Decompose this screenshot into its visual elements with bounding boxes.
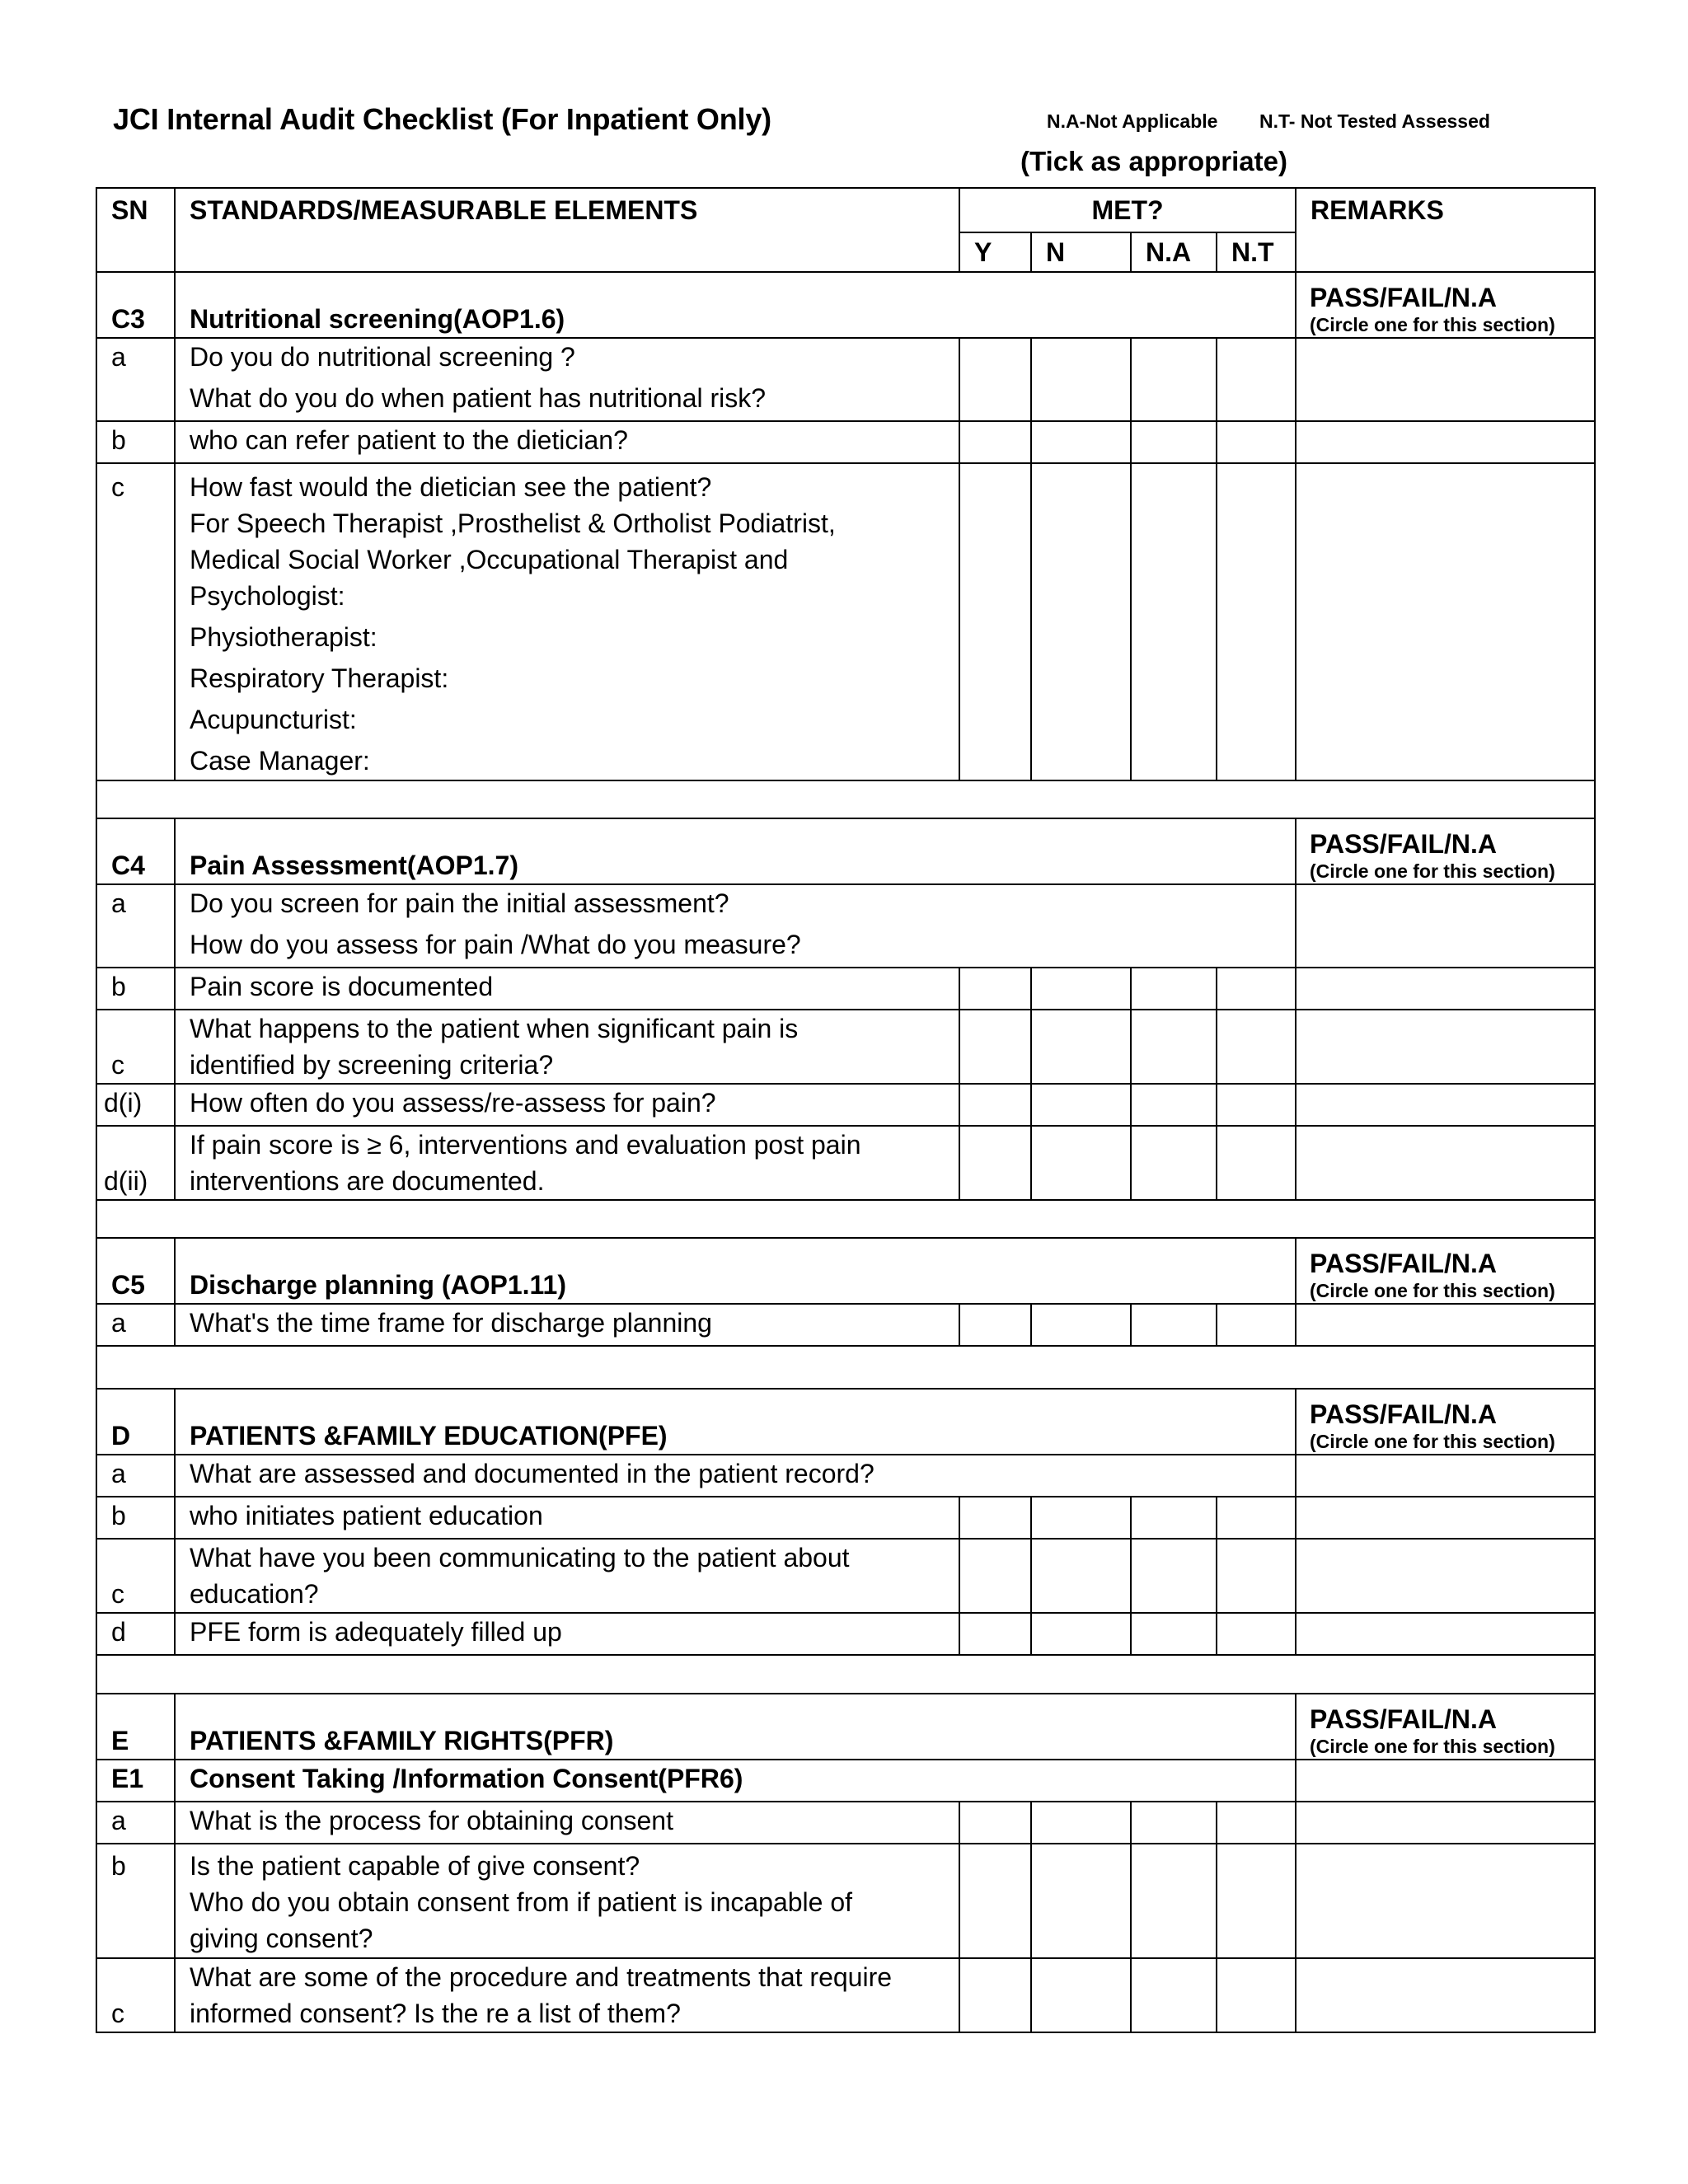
tick-nt[interactable] [1217, 463, 1296, 780]
item-line: For Speech Therapist ,Prosthelist & Ortholist Podiatrist, [190, 509, 836, 538]
section-remark [1296, 1238, 1595, 1304]
tick-y[interactable] [959, 1084, 1031, 1126]
item-line: Is the patient capable of give consent? [190, 1851, 640, 1881]
item-line: informed consent? Is the re a list of them? [190, 1999, 681, 2028]
spacer-row [96, 1200, 1595, 1238]
item-text: Pain score is documented [175, 968, 959, 1010]
tick-y[interactable] [959, 338, 1031, 421]
section-remark [1296, 272, 1595, 338]
tick-n[interactable] [1031, 421, 1131, 463]
tick-n[interactable] [1031, 1084, 1131, 1126]
spacer-row [96, 780, 1595, 818]
section-title: Discharge planning (AOP1.11) [175, 1238, 1296, 1304]
tick-na[interactable] [1131, 1084, 1217, 1126]
item-text [175, 884, 1296, 968]
tick-n[interactable] [1031, 1844, 1131, 1958]
tick-n[interactable] [1031, 1126, 1131, 1200]
item-sn: c [96, 1010, 175, 1084]
tick-nt[interactable] [1217, 1844, 1296, 1958]
tick-nt[interactable] [1217, 1126, 1296, 1200]
item-line: Do you do nutritional screening ? [190, 342, 575, 372]
table-row [96, 1010, 1595, 1084]
table-row [96, 1844, 1595, 1958]
tick-n[interactable] [1031, 968, 1131, 1010]
tick-y[interactable] [959, 1613, 1031, 1655]
table-row [96, 968, 1595, 1010]
circle-note: (Circle one for this section) [1310, 1431, 1555, 1452]
item-text: What's the time frame for discharge planning [175, 1304, 959, 1346]
tick-nt[interactable] [1217, 1497, 1296, 1539]
item-text: PFE form is adequately filled up [175, 1613, 959, 1655]
tick-nt[interactable] [1217, 1010, 1296, 1084]
item-sn: b [96, 1844, 175, 1958]
tick-note: (Tick as appropriate) [1020, 146, 1287, 176]
item-sn: c [96, 463, 175, 780]
table-row [96, 1613, 1595, 1655]
tick-y[interactable] [959, 1126, 1031, 1200]
circle-note: (Circle one for this section) [1310, 1736, 1555, 1757]
item-line: giving consent? [190, 1924, 373, 1953]
tick-na[interactable] [1131, 338, 1217, 421]
section-row-c3 [96, 272, 1595, 338]
tick-n[interactable] [1031, 1802, 1131, 1844]
table-row [96, 1539, 1595, 1613]
remark-cell[interactable] [1296, 338, 1595, 421]
section-title: Nutritional screening(AOP1.6) [175, 272, 1296, 338]
item-line: Who do you obtain consent from if patient is incapable of [190, 1887, 853, 1917]
item-sn: c [96, 1539, 175, 1613]
section-sn: C4 [96, 818, 175, 884]
tick-na[interactable] [1131, 421, 1217, 463]
item-text [175, 1844, 959, 1958]
section-title: PATIENTS &FAMILY EDUCATION(PFE) [175, 1389, 1296, 1455]
item-text [175, 463, 959, 780]
tick-na[interactable] [1131, 968, 1217, 1010]
item-line: education? [190, 1579, 319, 1609]
remark-cell[interactable] [1296, 463, 1595, 780]
tick-y[interactable] [959, 1539, 1031, 1613]
table-header-row [96, 188, 1595, 232]
item-line: Physiotherapist: [190, 622, 377, 652]
table-row [96, 463, 1595, 780]
item-line: Case Manager: [190, 746, 370, 776]
tick-y[interactable] [959, 1497, 1031, 1539]
remark-cell[interactable] [1296, 968, 1595, 1010]
circle-note: (Circle one for this section) [1310, 314, 1555, 335]
item-line: If pain score is ≥ 6, interventions and evaluation post pain [190, 1130, 861, 1160]
table-row [96, 1455, 1595, 1497]
table-row [96, 421, 1595, 463]
item-line: identified by screening criteria? [190, 1050, 554, 1080]
item-line: Respiratory Therapist: [190, 663, 449, 693]
item-line: interventions are documented. [190, 1166, 545, 1196]
item-sn: b [96, 968, 175, 1010]
tick-y[interactable] [959, 421, 1031, 463]
item-line: What are some of the procedure and treatments that require [190, 1962, 893, 1992]
item-sn: a [96, 1304, 175, 1346]
item-sn: b [96, 421, 175, 463]
tick-nt[interactable] [1217, 1613, 1296, 1655]
remark-cell[interactable] [1296, 1760, 1595, 1802]
item-sn: d [96, 1613, 175, 1655]
subsection-title: Consent Taking /Information Consent(PFR6) [175, 1760, 1296, 1802]
subsection-row-e1 [96, 1760, 1595, 1802]
item-line: What happens to the patient when significant pain is [190, 1014, 799, 1043]
table-row [96, 1304, 1595, 1346]
table-row [96, 1497, 1595, 1539]
tick-n[interactable] [1031, 1539, 1131, 1613]
spacer-cell [96, 1655, 1595, 1694]
table-row [96, 884, 1595, 968]
pass-fail-label: PASS/FAIL/N.A [1310, 283, 1497, 312]
pass-fail-label: PASS/FAIL/N.A [1310, 829, 1497, 859]
tick-n[interactable] [1031, 1958, 1131, 2032]
item-text: What is the process for obtaining consent [175, 1802, 959, 1844]
item-sn: b [96, 1497, 175, 1539]
tick-y[interactable] [959, 1844, 1031, 1958]
tick-nt[interactable] [1217, 1802, 1296, 1844]
na-header: N.A [1131, 232, 1217, 272]
item-text [175, 1539, 959, 1613]
pass-fail-label: PASS/FAIL/N.A [1310, 1399, 1497, 1429]
circle-note: (Circle one for this section) [1310, 860, 1555, 882]
remark-cell[interactable] [1296, 1802, 1595, 1844]
remark-cell[interactable] [1296, 1010, 1595, 1084]
tick-y[interactable] [959, 463, 1031, 780]
tick-n[interactable] [1031, 1304, 1131, 1346]
section-row-c4 [96, 818, 1595, 884]
tick-n[interactable] [1031, 1613, 1131, 1655]
table-row [96, 1802, 1595, 1844]
section-sn: D [96, 1389, 175, 1455]
remark-cell[interactable] [1296, 1304, 1595, 1346]
spacer-row [96, 1655, 1595, 1694]
item-text [175, 1126, 959, 1200]
item-text: How often do you assess/re-assess for pain? [175, 1084, 959, 1126]
pass-fail-label: PASS/FAIL/N.A [1310, 1704, 1497, 1734]
section-sn: E [96, 1694, 175, 1760]
spacer-cell [96, 1346, 1595, 1389]
remark-cell[interactable] [1296, 884, 1595, 968]
tick-nt[interactable] [1217, 1958, 1296, 2032]
item-sn: a [96, 884, 175, 968]
tick-nt[interactable] [1217, 1084, 1296, 1126]
remark-cell[interactable] [1296, 1613, 1595, 1655]
pass-fail-label: PASS/FAIL/N.A [1310, 1249, 1497, 1278]
tick-na[interactable] [1131, 1304, 1217, 1346]
item-line: Do you screen for pain the initial assessment? [190, 888, 729, 918]
item-line: Psychologist: [190, 581, 345, 611]
tick-y[interactable] [959, 1304, 1031, 1346]
tick-y[interactable] [959, 1010, 1031, 1084]
remark-cell[interactable] [1296, 1084, 1595, 1126]
page-title: JCI Internal Audit Checklist (For Inpatient Only) [113, 102, 771, 136]
tick-nt[interactable] [1217, 338, 1296, 421]
tick-na[interactable] [1131, 1613, 1217, 1655]
spacer-cell [96, 1200, 1595, 1238]
item-sn: c [96, 1958, 175, 2032]
tick-y[interactable] [959, 968, 1031, 1010]
remark-cell[interactable] [1296, 1126, 1595, 1200]
remark-cell[interactable] [1296, 421, 1595, 463]
audit-checklist-table [96, 187, 1596, 2033]
n-header: N [1031, 232, 1131, 272]
section-remark [1296, 1694, 1595, 1760]
item-line: What do you do when patient has nutritional risk? [190, 383, 767, 413]
met-header: MET? [959, 188, 1296, 232]
item-line: Acupuncturist: [190, 705, 357, 734]
tick-n[interactable] [1031, 463, 1131, 780]
item-text [175, 1010, 959, 1084]
na-legend: N.A-Not Applicable [1047, 110, 1218, 132]
remark-cell[interactable] [1296, 1497, 1595, 1539]
remark-cell[interactable] [1296, 1539, 1595, 1613]
table-row [96, 338, 1595, 421]
section-row-c5 [96, 1238, 1595, 1304]
item-sn: d(ii) [96, 1126, 175, 1200]
section-title: PATIENTS &FAMILY RIGHTS(PFR) [175, 1694, 1296, 1760]
tick-nt[interactable] [1217, 968, 1296, 1010]
table-row [96, 1126, 1595, 1200]
section-row-e [96, 1694, 1595, 1760]
circle-note: (Circle one for this section) [1310, 1280, 1555, 1301]
item-text [175, 338, 959, 421]
item-sn: a [96, 1455, 175, 1497]
item-sn: d(i) [96, 1084, 175, 1126]
spacer-row [96, 1346, 1595, 1389]
tick-nt[interactable] [1217, 1304, 1296, 1346]
tick-na[interactable] [1131, 1126, 1217, 1200]
tick-na[interactable] [1131, 1802, 1217, 1844]
remarks-header: REMARKS [1296, 188, 1595, 272]
tick-na[interactable] [1131, 1958, 1217, 2032]
tick-y[interactable] [959, 1802, 1031, 1844]
tick-nt[interactable] [1217, 421, 1296, 463]
section-sn: C5 [96, 1238, 175, 1304]
standards-header: STANDARDS/MEASURABLE ELEMENTS [175, 188, 959, 272]
item-text [175, 1958, 959, 2032]
tick-na[interactable] [1131, 463, 1217, 780]
item-line: How do you assess for pain /What do you measure? [190, 930, 801, 959]
section-title: Pain Assessment(AOP1.7) [175, 818, 1296, 884]
section-sn: C3 [96, 272, 175, 338]
nt-legend: N.T- Not Tested Assessed [1259, 110, 1490, 132]
section-row-d [96, 1389, 1595, 1455]
sn-header: SN [96, 188, 175, 272]
item-line: What have you been communicating to the patient about [190, 1543, 850, 1572]
item-text: who can refer patient to the dietician? [175, 421, 959, 463]
section-remark [1296, 1389, 1595, 1455]
item-line: How fast would the dietician see the patient? [190, 472, 712, 502]
nt-header: N.T [1217, 232, 1296, 272]
item-sn: a [96, 338, 175, 421]
tick-y[interactable] [959, 1958, 1031, 2032]
tick-na[interactable] [1131, 1010, 1217, 1084]
tick-nt[interactable] [1217, 1539, 1296, 1613]
table-row [96, 1084, 1595, 1126]
item-line: Medical Social Worker ,Occupational Therapist and [190, 545, 789, 574]
remark-cell[interactable] [1296, 1958, 1595, 2032]
section-remark [1296, 818, 1595, 884]
tick-n[interactable] [1031, 338, 1131, 421]
remark-cell[interactable] [1296, 1844, 1595, 1958]
tick-n[interactable] [1031, 1497, 1131, 1539]
spacer-cell [96, 780, 1595, 818]
tick-n[interactable] [1031, 1010, 1131, 1084]
tick-na[interactable] [1131, 1539, 1217, 1613]
tick-na[interactable] [1131, 1497, 1217, 1539]
table-row [96, 1958, 1595, 2032]
remark-cell[interactable] [1296, 1455, 1595, 1497]
item-text: who initiates patient education [175, 1497, 959, 1539]
item-sn: a [96, 1802, 175, 1844]
y-header: Y [959, 232, 1031, 272]
subsection-sn: E1 [96, 1760, 175, 1802]
item-text: What are assessed and documented in the patient record? [175, 1455, 1296, 1497]
tick-na[interactable] [1131, 1844, 1217, 1958]
